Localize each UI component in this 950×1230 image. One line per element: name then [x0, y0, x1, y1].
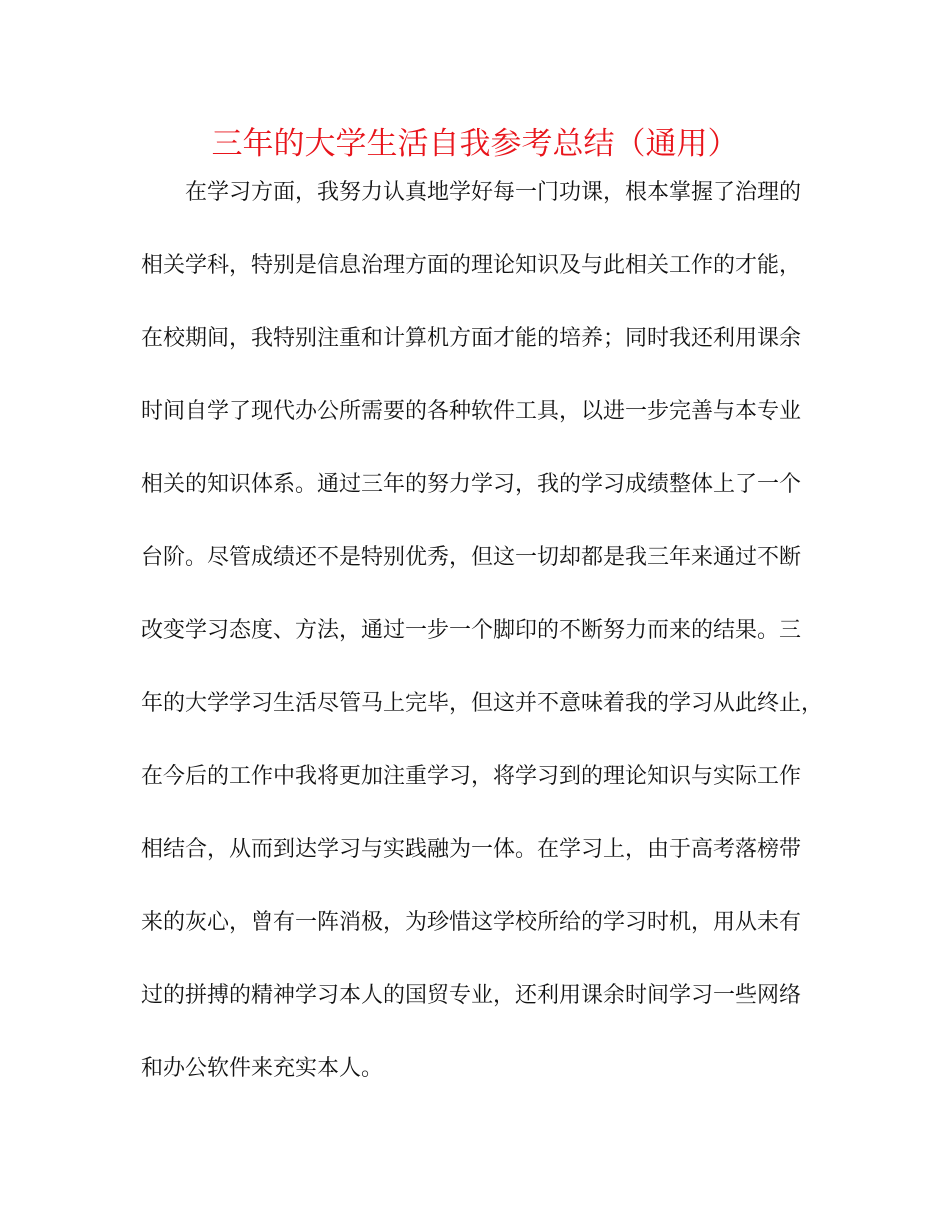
paragraph-line: 台阶。尽管成绩还不是特别优秀，但这一切却都是我三年来通过不断 [141, 545, 802, 570]
paragraph-line: 和办公软件来充实本人。 [141, 1056, 384, 1081]
document-title: 三年的大学生活自我参考总结（通用） [211, 126, 739, 162]
paragraph-line: 过的拼搏的精神学习本人的国贸专业，还利用课余时间学习一些网络 [141, 983, 802, 1008]
paragraph-line: 年的大学学习生活尽管马上完毕，但这并不意味着我的学习从此终止， [141, 691, 824, 716]
paragraph-line: 来的灰心，曾有一阵消极，为珍惜这学校所给的学习时机，用从未有 [141, 910, 802, 935]
paragraph-line: 时间自学了现代办公所需要的各种软件工具，以进一步完善与本专业 [141, 399, 802, 424]
paragraph-line: 相关的知识体系。通过三年的努力学习，我的学习成绩整体上了一个 [141, 472, 802, 497]
paragraph-line: 相结合，从而到达学习与实践融为一体。在学习上，由于高考落榜带 [141, 837, 802, 862]
paragraph-line: 相关学科，特别是信息治理方面的理论知识及与此相关工作的才能， [141, 253, 802, 278]
paragraph-line: 在校期间，我特别注重和计算机方面才能的培养；同时我还利用课余 [141, 326, 802, 351]
paragraph-line: 在学习方面，我努力认真地学好每一门功课，根本掌握了治理的 [185, 180, 802, 205]
paragraph-line: 改变学习态度、方法，通过一步一个脚印的不断努力而来的结果。三 [141, 618, 802, 643]
paragraph-line: 在今后的工作中我将更加注重学习，将学习到的理论知识与实际工作 [141, 764, 802, 789]
